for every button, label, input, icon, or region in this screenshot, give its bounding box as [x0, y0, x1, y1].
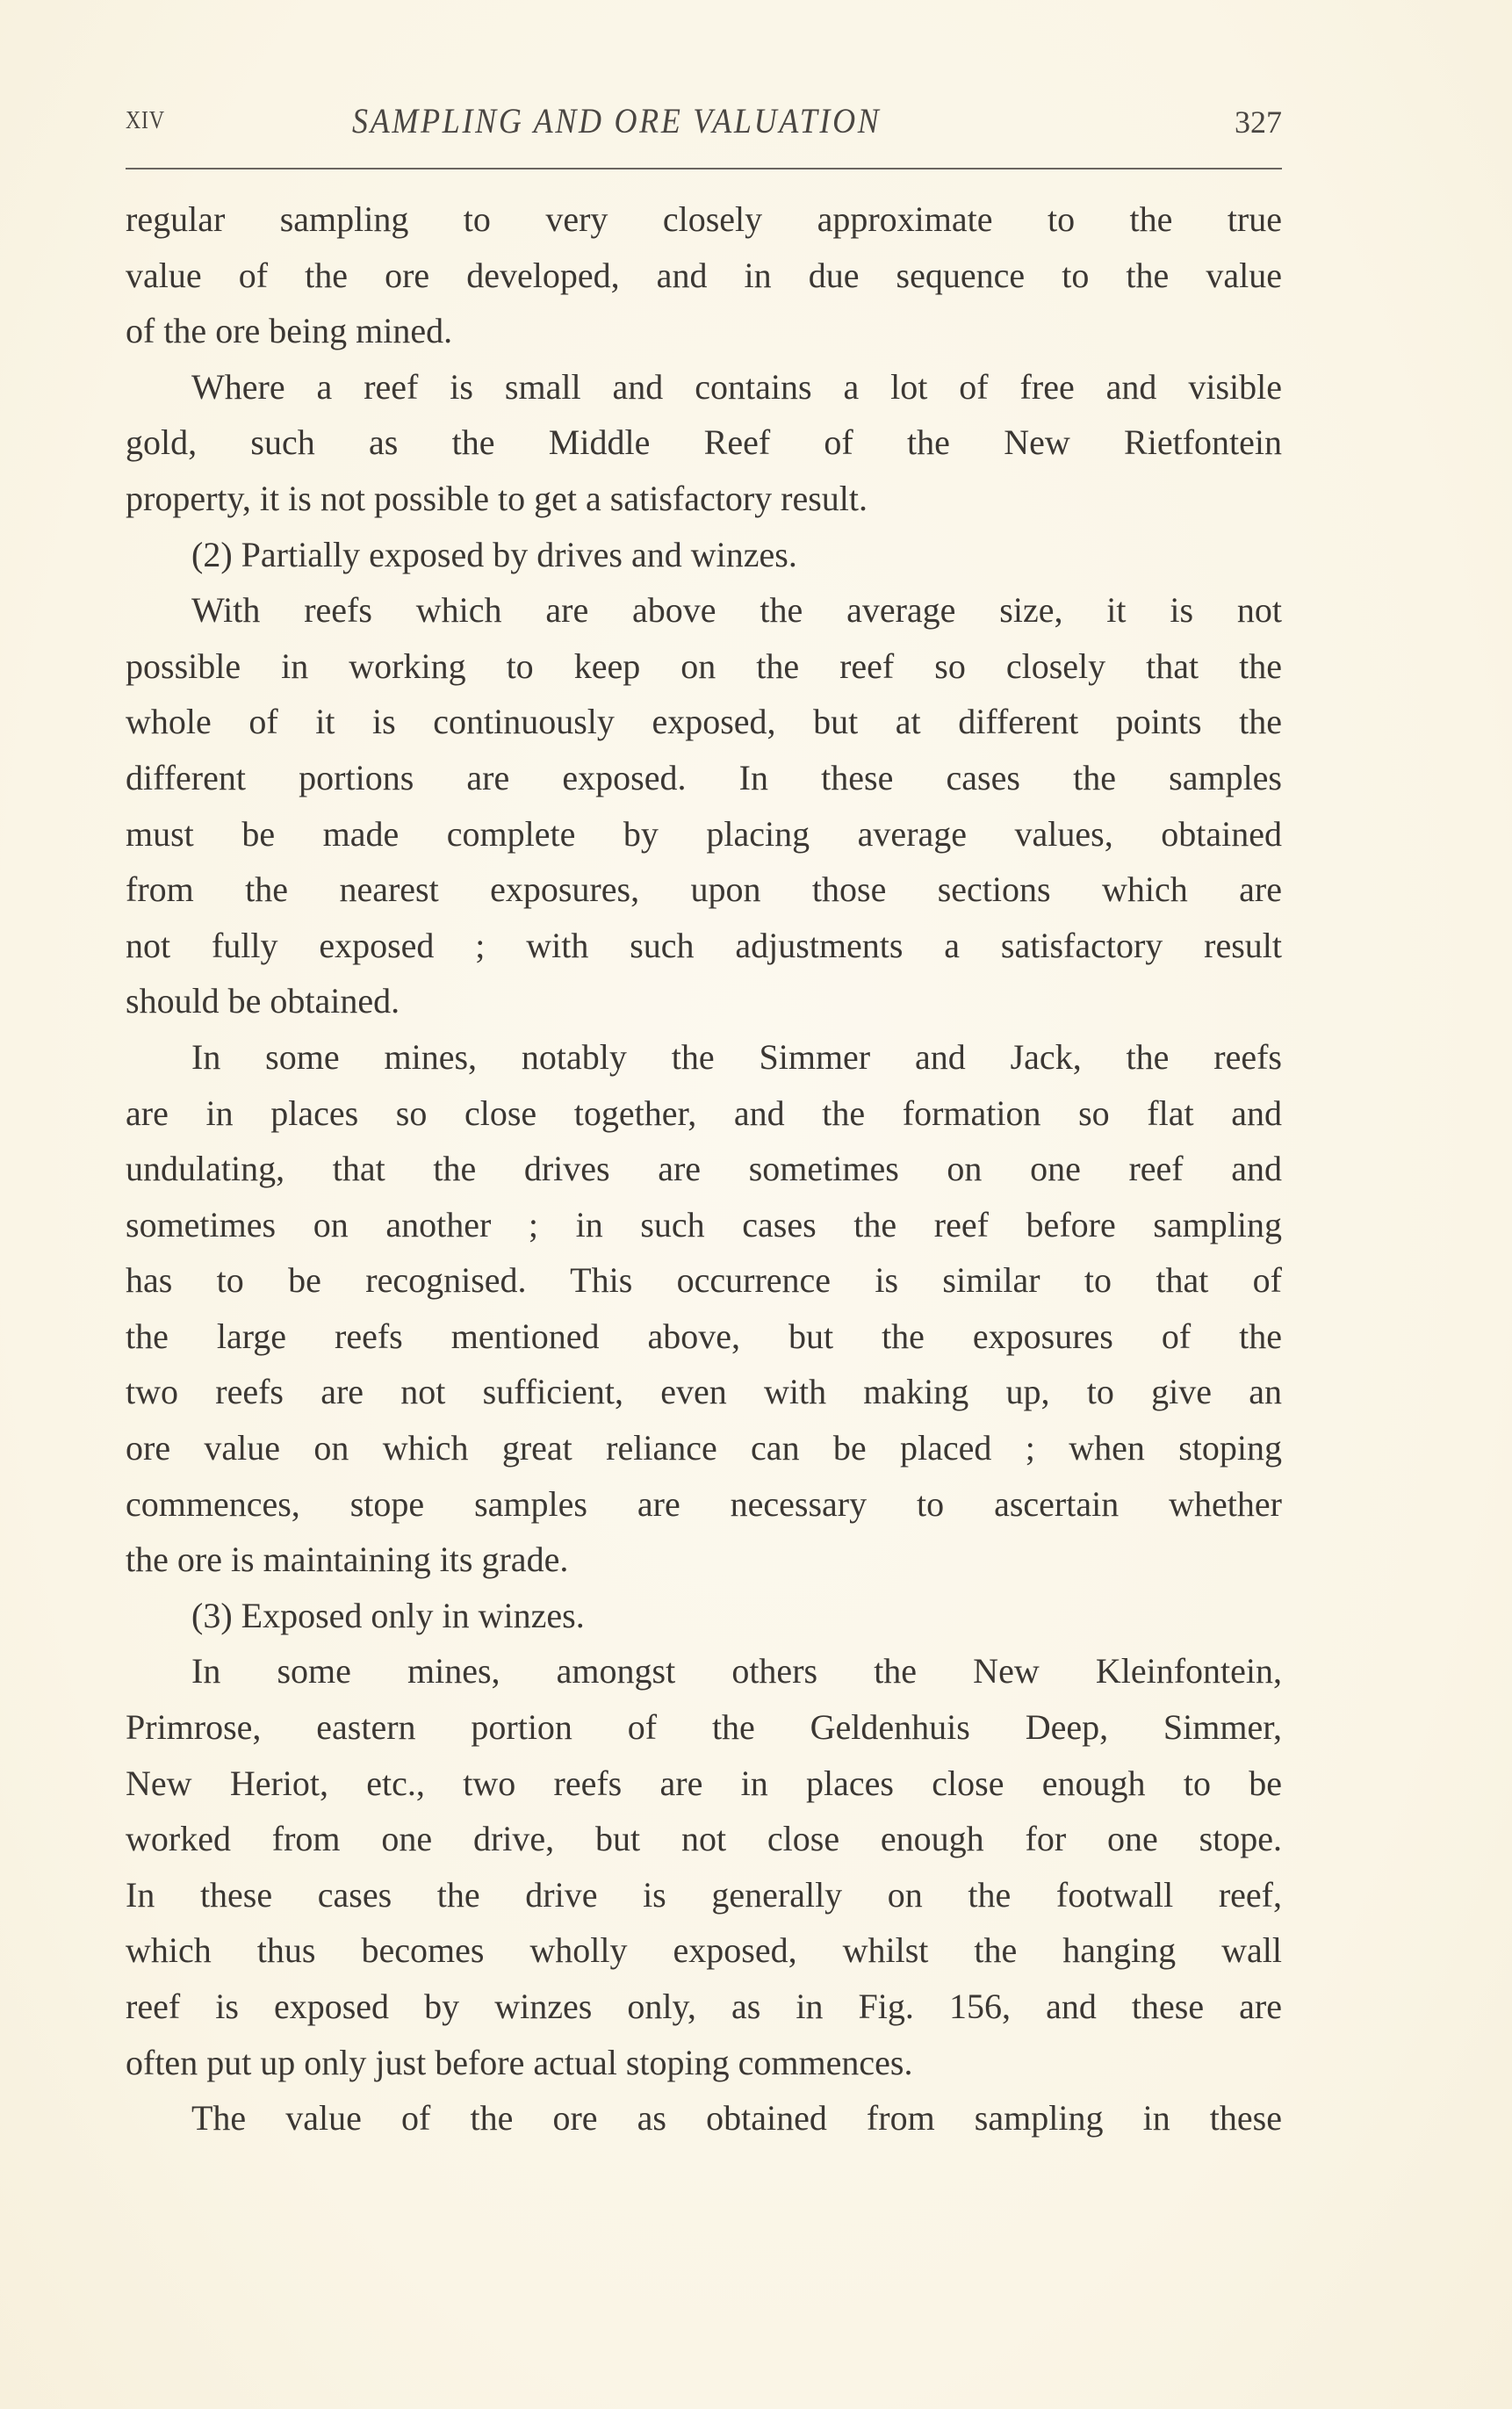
running-head	[126, 98, 1282, 151]
paragraph-continuation	[126, 191, 1282, 359]
paragraph-large-reefs	[126, 582, 1282, 1029]
text-line: Where a reef is small and contains a lot of free and visible	[191, 366, 1282, 407]
text-line: which thus becomes wholly exposed, whilst the hanging wall	[126, 1930, 1282, 1971]
paragraph-middle-reef	[126, 359, 1282, 527]
paragraph-new-kleinfontein	[126, 1643, 1282, 2090]
text-line: not fully exposed ; with such adjustments a satisfactory result	[126, 925, 1282, 965]
text-line: the large reefs mentioned above, but the exposures of the	[126, 1316, 1282, 1356]
text-line: whole of it is continuously exposed, but at different points the	[126, 702, 1282, 742]
text-line: must be made complete by placing average values, obtained	[126, 813, 1282, 854]
section-heading-exposed-in-winzes	[126, 1588, 1282, 1644]
text-line: different portions are exposed. In these cases the samples	[126, 757, 1282, 797]
text-line: In some mines, notably the Simmer and Jack, the reefs	[191, 1036, 1282, 1077]
text-line: reef is exposed by winzes only, as in Fig. 156, and these are	[126, 1987, 1282, 2026]
text-line: In some mines, amongst others the New Kleinfontein,	[191, 1651, 1282, 1691]
text-line: (3) Exposed only in winzes.	[191, 1595, 585, 1635]
text-line: The value of the ore as obtained from sampling in these	[191, 2098, 1282, 2139]
text-line: of the ore being mined.	[126, 311, 453, 351]
text-line: property, it is not possible to get a satisfactory result.	[126, 478, 868, 518]
text-line: from the nearest exposures, upon those sections which are	[126, 869, 1282, 910]
text-line: New Heriot, etc., two reefs are in places close enough to be	[126, 1763, 1282, 1803]
paragraph-ore-value-continued	[126, 2090, 1282, 2146]
running-title: SAMPLING AND ORE VALUATION	[352, 101, 882, 141]
text-line: should be obtained.	[126, 981, 400, 1021]
text-line: undulating, that the drives are sometimes on one reef and	[126, 1149, 1282, 1189]
text-line: gold, such as the Middle Reef of the New Rietfontein	[126, 422, 1282, 463]
text-line: the ore is maintaining its grade.	[126, 1540, 569, 1580]
text-line: commences, stope samples are necessary to ascertain whether	[126, 1483, 1282, 1524]
text-line: often put up only just before actual stoping commences.	[126, 2042, 913, 2082]
text-line: are in places so close together, and the formation so flat and	[126, 1093, 1282, 1133]
chapter-number: XIV	[126, 107, 165, 134]
section-heading-partially-exposed	[126, 527, 1282, 583]
text-line: (2) Partially exposed by drives and winzes.	[191, 534, 797, 574]
text-line: In these cases the drive is generally on the footwall reef,	[126, 1874, 1282, 1915]
text-line: worked from one drive, but not close enough for one stope.	[126, 1819, 1282, 1859]
header-rule	[126, 168, 1282, 169]
text-line: possible in working to keep on the reef so closely that the	[126, 646, 1282, 686]
text-line: With reefs which are above the average size, it is not	[191, 590, 1282, 631]
text-line: value of the ore developed, and in due sequence to the value	[126, 255, 1282, 295]
text-line: two reefs are not sufficient, even with making up, to give an	[126, 1372, 1282, 1412]
text-line: sometimes on another ; in such cases the reef before sampling	[126, 1204, 1282, 1244]
page-number: 327	[1235, 105, 1282, 140]
text-line: Primrose, eastern portion of the Geldenhuis Deep, Simmer,	[126, 1707, 1282, 1748]
paragraph-simmer-and-jack	[126, 1029, 1282, 1588]
text-line: regular sampling to very closely approximate to the true	[126, 199, 1282, 239]
text-line: ore value on which great reliance can be placed ; when stoping	[126, 1428, 1282, 1468]
text-line: has to be recognised. This occurrence is similar to that of	[126, 1260, 1282, 1301]
body-text	[126, 191, 1282, 2146]
